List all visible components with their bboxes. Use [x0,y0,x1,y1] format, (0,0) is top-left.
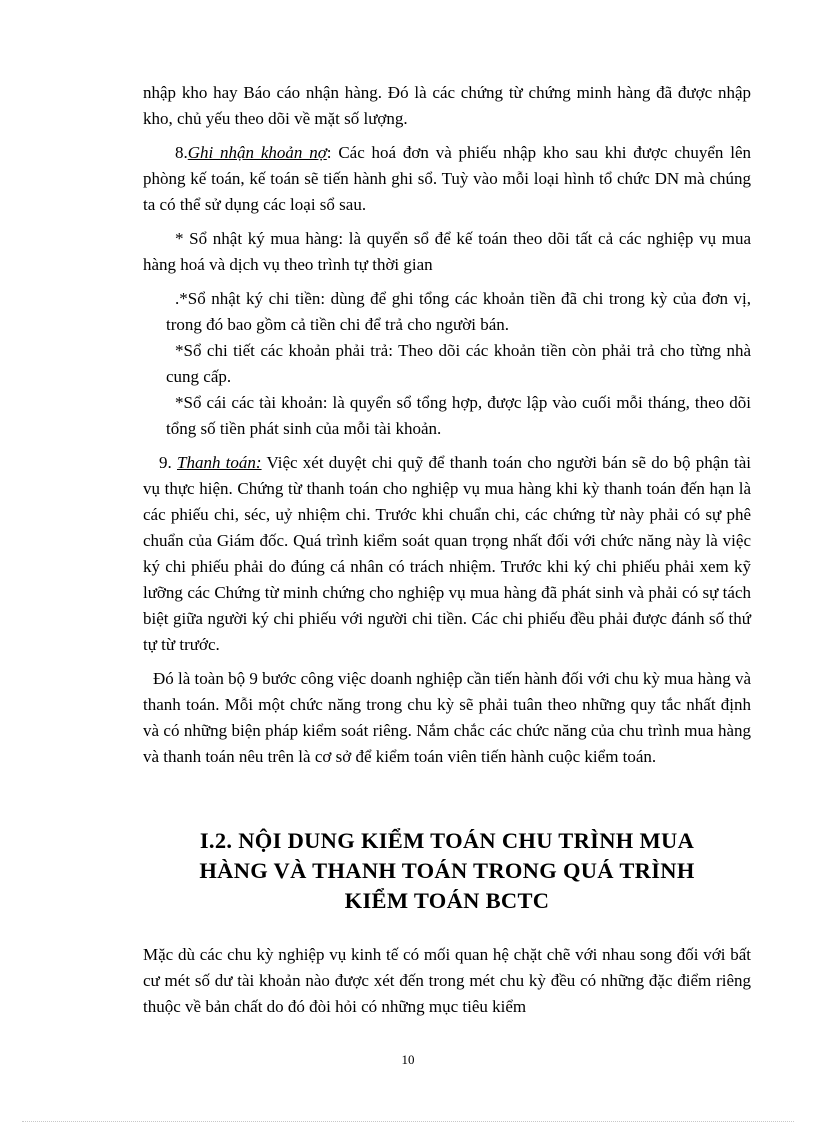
step-title-payment: Thanh toán: [176,453,262,472]
paragraph-text: : Các hoá đơn và phiếu nhập kho sau khi được chuyển lên phòng kế toán, kế toán sẽ tiến hành ghi sổ. Tuỳ vào mỗi loại hình tổ chức DN mà chúng ta có thể sử dụng các loại sổ sau. [143,143,751,214]
heading-line-1: I.2. NỘI DUNG KIỂM TOÁN CHU TRÌNH MUA [199,828,695,853]
paragraph-text: Việc xét duyệt chi quỹ để thanh toán cho người bán sẽ do bộ phận tài vụ thực hiện. Chứng từ thanh toán cho nghiệp vụ mua hàng khi kỳ thanh toán đến hạn là các phiếu chi, séc, uỷ nhiệm chi. Trước khi chuẩn chi, các chứng từ này phải có sự phê chuẩn của Giám đốc. Quá trình kiểm soát quan trọng nhất đối với chức năng này là việc ký chi phiếu phải do đúng cá nhân có trách nhiệm. Trước khi ký chi phiếu phải xem kỹ lưỡng các Chứng từ minh chứng cho nghiệp vụ mua hàng đã phát sinh và phải có sự tách biệt giữa người ký chi phiếu với người chi tiền. Các chi phiếu đều phải được đánh số thứ tự từ trước. [143,453,752,654]
paragraph-record-payable [143,140,751,218]
section-heading [143,826,751,916]
page-number: 10 [401,1052,415,1067]
page-bottom-divider [22,1121,794,1122]
document-page [143,80,751,1020]
paragraph-audit-objectives: Mặc dù các chu kỳ nghiệp vụ kinh tế có mối quan hệ chặt chẽ với nhau song đối với bất cư mét số dư tài khoản nào được xét đến trong mét chu kỳ đều có những đặc điểm riêng thuộc về bản chất do đó đòi hỏi có những mục tiêu kiểm [143,945,751,1016]
paragraph-payable-ledger: *Sổ chi tiết các khoản phải trả: Theo dõi các khoản tiền còn phải trả cho từng nhà cung cấp. [166,341,751,386]
step-title-record-payable: Ghi nhận khoản nợ [187,143,327,162]
step-number: 8. [175,143,188,162]
heading-line-2: HÀNG VÀ THANH TOÁN TRONG QUÁ TRÌNH [199,858,695,883]
paragraph-summary: Đó là toàn bộ 9 bước công việc doanh nghiệp cần tiến hành đối với chu kỳ mua hàng và thanh toán. Mỗi một chức năng trong chu kỳ sẽ phải tuân theo những quy tắc nhất định và có những biện pháp kiểm soát riêng. Nắm chắc các chức năng của chu trình mua hàng và thanh toán nêu trên là cơ sở để kiểm toán viên tiến hành cuộc kiểm toán. [143,669,751,766]
paragraph-purchase-journal: * Sổ nhật ký mua hàng: là quyển sổ để kế toán theo dõi tất cả các nghiệp vụ mua hàng hoá và dịch vụ theo trình tự thời gian [143,229,751,274]
paragraph-payment [143,450,751,658]
heading-line-3: KIỂM TOÁN BCTC [344,888,550,913]
paragraph-general-ledger: *Sổ cái các tài khoản: là quyển sổ tổng hợp, được lập vào cuối mỗi tháng, theo dõi tổng số tiền phát sinh của mỗi tài khoản. [166,393,751,438]
step-number: 9. [159,453,177,472]
paragraph-cash-journal: .*Sổ nhật ký chi tiền: dùng để ghi tổng các khoản tiền đã chi trong kỳ của đơn vị, trong đó bao gồm cả tiền chi để trả cho người bán. [166,289,751,334]
paragraph-receiving-report: nhập kho hay Báo cáo nhận hàng. Đó là các chứng từ chứng minh hàng đã được nhập kho, chủ yếu theo dõi về mặt số lượng. [143,83,751,128]
